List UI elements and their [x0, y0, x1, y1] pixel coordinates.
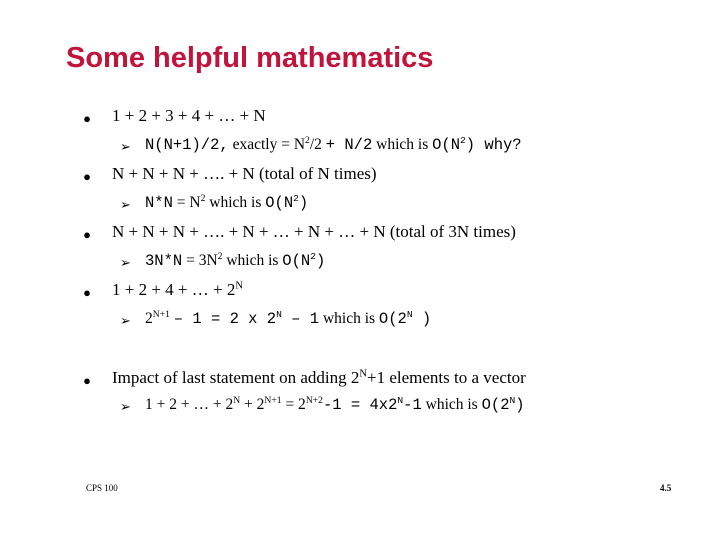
arrow-bullet-icon: ➢ — [120, 139, 131, 154]
bullet-item-5: Impact of last statement on adding $2^N+1$ elements to a vector — [112, 368, 526, 387]
sub-item-3: $3N*N = 3N^2$ which is $O(N^2)$ — [145, 250, 326, 270]
footer-course-label: CPS 100 — [86, 483, 118, 493]
sub-item-2: $N*N = N^2$ which is $O(N^2)$ — [145, 192, 309, 212]
arrow-bullet-icon: ➢ — [120, 255, 131, 270]
bullet-icon: ● — [83, 111, 91, 126]
sub-item-4: $2^{N+1} - 1 = 2$ x $2^N - 1$ which is $O(2^N$ ) — [145, 308, 432, 328]
slide-title: Some helpful mathematics — [66, 42, 434, 74]
bullet-icon: ● — [83, 227, 91, 242]
bullet-item-1: 1 + 2 + 3 + 4 + … + N — [112, 106, 266, 125]
sub-item-1: N(N+1)/2, exactly = $N^2/2 + N/2$ which is $O(N^2)$ why? — [145, 134, 522, 154]
bullet-item-2: N + N + N + …. + N (total of N times) — [112, 164, 377, 183]
bullet-item-3: N + N + N + …. + N + … + N + … + N (total of 3N times) — [112, 222, 516, 241]
arrow-bullet-icon: ➢ — [120, 399, 131, 414]
sub-item-5: 1 + 2 + … + $2^N + 2^{N+1} = 2^{N+2}-1 = 4x2^N-1$ which is $O(2^N)$ — [145, 394, 525, 414]
bullet-item-4: 1 + 2 + 4 + … + $2^N$ — [112, 280, 243, 299]
footer-slide-number: 4.5 — [660, 483, 672, 493]
arrow-bullet-icon: ➢ — [120, 313, 131, 328]
bullet-icon: ● — [83, 169, 91, 184]
arrow-bullet-icon: ➢ — [120, 197, 131, 212]
bullet-icon: ● — [83, 373, 91, 388]
bullet-icon: ● — [83, 285, 91, 300]
